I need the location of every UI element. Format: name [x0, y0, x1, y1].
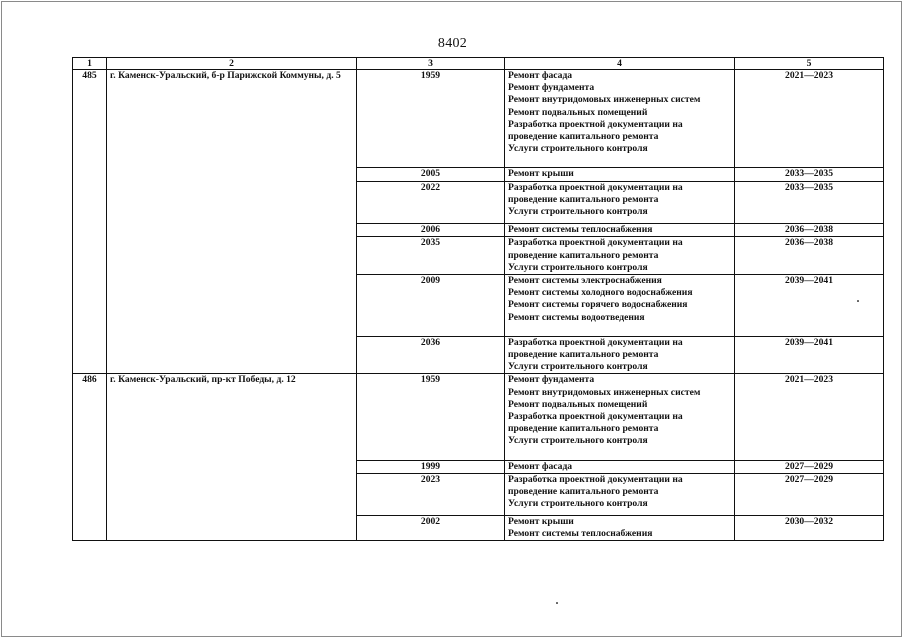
work-item: проведение капитального ремонта — [508, 423, 659, 435]
work-item: Ремонт подвальных помещений — [508, 398, 648, 410]
column-header-4: 4 — [505, 58, 735, 70]
work-item: проведение капитального ремонта — [508, 249, 659, 261]
period-cell: 2036—2038 — [735, 224, 884, 237]
period-cell: 2021—2023 — [735, 70, 884, 168]
year-cell: 2002 — [357, 515, 505, 540]
work-item: Ремонт внутридомовых инженерных систем — [508, 94, 701, 106]
work-item: Ремонт фасада — [508, 460, 573, 472]
building-number: 486 — [73, 374, 107, 540]
works-cell — [505, 275, 735, 337]
year-cell: 2009 — [357, 275, 505, 337]
period-cell: 2039—2041 — [735, 336, 884, 374]
work-item: проведение капитального ремонта — [508, 193, 659, 205]
year-cell: 1959 — [357, 70, 505, 168]
work-item: Ремонт крыши — [508, 515, 574, 527]
year-cell: 1959 — [357, 374, 505, 460]
work-item: Ремонт фасада — [508, 70, 573, 81]
works-cell — [505, 460, 735, 473]
year-cell: 2035 — [357, 237, 505, 275]
works-cell — [505, 70, 735, 168]
period-cell: 2027—2029 — [735, 473, 884, 515]
work-item: Услуги строительного контроля — [508, 206, 648, 218]
table-row — [73, 374, 884, 460]
work-item: Услуги строительного контроля — [508, 498, 648, 510]
works-cell — [505, 473, 735, 515]
work-item: Услуги строительного контроля — [508, 361, 648, 373]
work-item: проведение капитального ремонта — [508, 349, 659, 361]
work-item: Ремонт фундамента — [508, 82, 595, 94]
table-row — [73, 70, 884, 168]
work-item: Ремонт системы холодного водоснабжения — [508, 287, 693, 299]
page-number: 8402 — [437, 36, 468, 51]
work-item: проведение капитального ремонта — [508, 486, 659, 498]
works-cell — [505, 515, 735, 540]
works-cell — [505, 168, 735, 181]
column-header-1: 1 — [73, 58, 107, 70]
table-body — [73, 70, 884, 541]
work-item: Разработка проектной документации на — [508, 181, 683, 193]
work-item: Разработка проектной документации на — [508, 118, 683, 130]
year-cell: 1999 — [357, 460, 505, 473]
column-header-5: 5 — [735, 58, 884, 70]
period-cell: 2039—2041 — [735, 275, 884, 337]
scan-speck — [857, 300, 859, 302]
work-item: Ремонт системы водоотведения — [508, 311, 645, 323]
work-item: Ремонт фундамента — [508, 374, 595, 386]
work-item: Разработка проектной документации на — [508, 237, 683, 249]
year-cell: 2006 — [357, 224, 505, 237]
work-item: Разработка проектной документации на — [508, 473, 683, 485]
works-cell — [505, 224, 735, 237]
building-address: г. Каменск-Уральский, пр-кт Победы, д. 12 — [107, 374, 357, 540]
work-item: Услуги строительного контроля — [508, 143, 648, 155]
year-cell: 2023 — [357, 473, 505, 515]
scan-speck — [556, 602, 558, 604]
year-cell: 2022 — [357, 181, 505, 224]
work-item: Ремонт системы теплоснабжения — [508, 224, 653, 236]
column-header-3: 3 — [357, 58, 505, 70]
work-item: Разработка проектной документации на — [508, 336, 683, 348]
work-item: проведение капитального ремонта — [508, 131, 659, 143]
work-item: Разработка проектной документации на — [508, 411, 683, 423]
column-header-row — [73, 58, 884, 70]
building-address: г. Каменск-Уральский, б-р Парижской Коммуны, д. 5 — [107, 70, 357, 374]
works-cell — [505, 237, 735, 275]
work-item: Услуги строительного контроля — [508, 261, 648, 273]
works-cell — [505, 181, 735, 224]
period-cell: 2021—2023 — [735, 374, 884, 460]
work-item: Ремонт внутридомовых инженерных систем — [508, 386, 701, 398]
works-cell — [505, 336, 735, 374]
column-header-2: 2 — [107, 58, 357, 70]
period-cell: 2030—2032 — [735, 515, 884, 540]
work-item: Услуги строительного контроля — [508, 435, 648, 447]
work-item: Ремонт крыши — [508, 168, 574, 180]
works-cell — [505, 374, 735, 460]
period-cell: 2027—2029 — [735, 460, 884, 473]
work-item: Ремонт системы теплоснабжения — [508, 527, 653, 539]
period-cell: 2033—2035 — [735, 181, 884, 224]
work-item: Ремонт системы электроснабжения — [508, 275, 662, 287]
period-cell: 2033—2035 — [735, 168, 884, 181]
year-cell: 2036 — [357, 336, 505, 374]
year-cell: 2005 — [357, 168, 505, 181]
work-item: Ремонт системы горячего водоснабжения — [508, 299, 688, 311]
repair-schedule-table — [72, 57, 884, 541]
period-cell: 2036—2038 — [735, 237, 884, 275]
building-number: 485 — [73, 70, 107, 374]
work-item: Ремонт подвальных помещений — [508, 106, 648, 118]
